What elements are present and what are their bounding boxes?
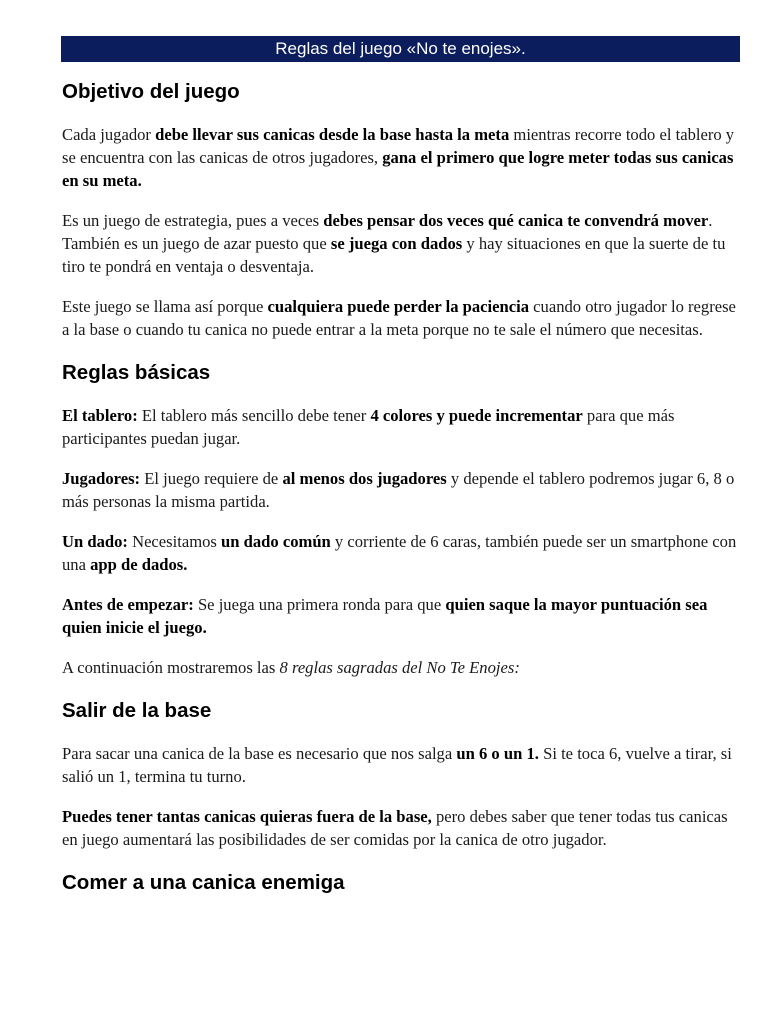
- document-title-bar: Reglas del juego «No te enojes».: [61, 36, 740, 62]
- paragraph-objetivo-2: Es un juego de estrategia, pues a veces debes pensar dos veces qué canica te convendrá mover. También es un juego de azar puesto que se juega con dados y hay situaciones en que la suerte de tu tiro te pondrá en ventaja o desventaja.: [62, 211, 726, 276]
- paragraph-jugadores: Jugadores: El juego requiere de al menos dos jugadores y depende el tablero podremos jugar 6, 8 o más personas la misma partida.: [62, 469, 735, 511]
- paragraph-salir-2: Puedes tener tantas canicas quieras fuera de la base, pero debes saber que tener todas tus canicas en juego aumentará las posibilidades de ser comidas por la canica de otro jugador.: [62, 807, 728, 849]
- paragraph-antes-de-empezar: Antes de empezar: Se juega una primera ronda para que quien saque la mayor puntuación sea quien inicie el juego.: [62, 595, 708, 637]
- paragraph-objetivo-3: Este juego se llama así porque cualquiera puede perder la paciencia cuando otro jugador lo regrese a la base o cuando tu canica no puede entrar a la meta porque no te sale el número que necesitas.: [62, 297, 736, 339]
- document-content: [62, 78, 740, 897]
- paragraph-objetivo-1: Cada jugador debe llevar sus canicas desde la base hasta la meta mientras recorre todo el tablero y se encuentra con las canicas de otros jugadores, gana el primero que logre meter todas sus canicas en su meta.: [62, 125, 735, 190]
- paragraph-tablero: El tablero: El tablero más sencillo debe tener 4 colores y puede incrementar para que más participantes puedan jugar.: [62, 406, 675, 448]
- paragraph-salir-1: Para sacar una canica de la base es necesario que nos salga un 6 o un 1. Si te toca 6, vuelve a tirar, si salió un 1, termina tu turno.: [62, 744, 732, 786]
- paragraph-dado: Un dado: Necesitamos un dado común y corriente de 6 caras, también puede ser un smartphone con una app de dados.: [62, 532, 737, 574]
- section-heading-reglas: Reglas básicas: [62, 361, 211, 384]
- paragraph-continuacion: A continuación mostraremos las 8 reglas sagradas del No Te Enojes:: [62, 658, 520, 677]
- section-heading-comer: Comer a una canica enemiga: [62, 871, 345, 894]
- section-heading-salir: Salir de la base: [62, 699, 212, 722]
- section-heading-objetivo: Objetivo del juego: [62, 80, 240, 103]
